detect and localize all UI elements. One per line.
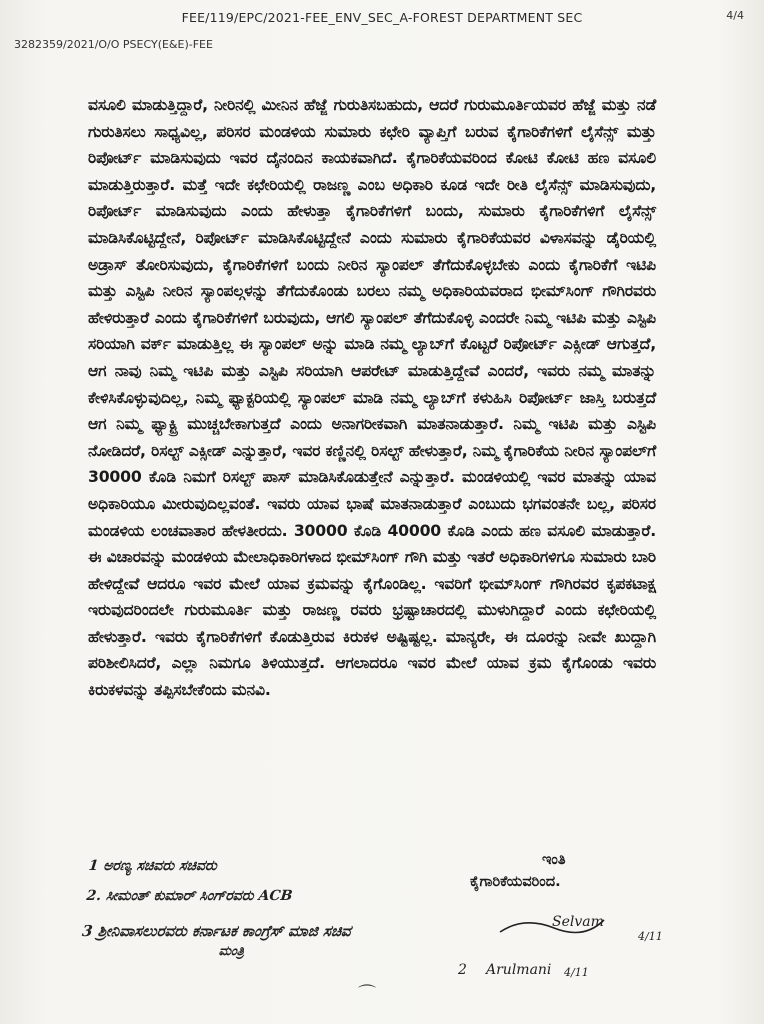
page-number: 4/4 bbox=[726, 9, 744, 22]
signature-1 bbox=[494, 906, 674, 946]
ink-mark-icon: ⌒ bbox=[358, 984, 376, 1005]
signoff-greeting: ಇಂತಿ bbox=[542, 852, 566, 868]
signature-2 bbox=[456, 954, 616, 988]
cc-item-3-continued: ಮಂತ್ರಿ bbox=[217, 944, 246, 959]
receipt-reference: 3282359/2021/O/O PSECY(E&E)-FEE bbox=[14, 38, 213, 51]
cc-item-3: 3 ಶ್ರೀನಿವಾಸಲುರವರು ಕರ್ನಾಟಕ ಕಾಂಗ್ರೆಸ್ ಮಾಜಿ ಸಚಿವ bbox=[81, 922, 352, 940]
signature-2-date: 4/11 bbox=[564, 966, 589, 979]
complaint-paragraph: ವಸೂಲಿ ಮಾಡುತ್ತಿದ್ದಾರೆ, ನೀರಿನಲ್ಲಿ ಮೀನಿನ ಹೆಜ್ಜೆ ಗುರುತಿಸಬಹುದು, ಆದರೆ ಗುರುಮೂರ್ತಿಯವರ ಹೆಜ್ಜೆ ಮತ್ತು ನಡೆ ಗುರುತಿಸಲು ಸಾಧ್ಯವಿಲ್ಲ, ಪರಿಸರ ಮಂಡಳಿಯ ಸುಮಾರು ಕಛೇರಿ ವ್ಯಾಪ್ತಿಗೆ ಬರುವ ಕೈಗಾರಿಕೆಗಳಿಗೆ ಲೈಸೆನ್ಸ್ ಮತ್ತು ರಿಪೋರ್ಟ್ ಮಾಡಿಸುವುದು ಇವರ ದೈನಂದಿನ ಕಾಯಕವಾಗಿದೆ. ಕೈಗಾರಿಕೆಯವರಿಂದ ಕೋಟಿ ಕೋಟಿ ಹಣ ವಸೂಲಿ ಮಾಡುತ್ತಿರುತ್ತಾರೆ. ಮತ್ತೆ ಇದೇ ಕಛೇರಿಯಲ್ಲಿ ರಾಜಣ್ಣ ಎಂಬ ಅಧಿಕಾರಿ ಕೂಡ ಇದೇ ರೀತಿ ಲೈಸೆನ್ಸ್ ಮಾಡಿಸುವುದು, ರಿಪೋರ್ಟ್ ಮಾಡಿಸುವುದು ಎಂದು ಹೇಳುತ್ತಾ ಕೈಗಾರಿಕೆಗಳಿಗೆ ಬಂದು, ಸುಮಾರು ಕೈಗಾರಿಕೆಗಳಿಗೆ ಲೈಸೆನ್ಸ್ ಮಾಡಿಸಿಕೊಟ್ಟಿದ್ದೇನೆ, ರಿಪೋರ್ಟ್ ಮಾಡಿಸಿಕೊಟ್ಟಿದ್ದೇನೆ ಎಂದು ಸುಮಾರು ಕೈಗಾರಿಕೆಯವರ ವಿಳಾಸವನ್ನು ಡೈರಿಯಲ್ಲಿ ಅಡ್ರಾಸ್ ತೋರಿಸುವುದು, ಕೈಗಾರಿಕೆಗಳಿಗೆ ಬಂದು ನೀರಿನ ಸ್ಯಾಂಪಲ್ ತೆಗೆದುಕೊಳ್ಳಬೇಕು ಎಂದು ಕೈಗಾರಿಕೆಗೆ ಇಟಿಪಿ ಮತ್ತು ಎಸ್ಟಿಪಿ ನೀರಿನ ಸ್ಯಾಂಪಲ್ಗಳನ್ನು ತೆಗೆದುಕೊಂಡು ಬರಲು ನಮ್ಮ ಅಧಿಕಾರಿಯವರಾದ ಭೀಮ್‌ಸಿಂಗ್ ಗೌಗಿರವರು ಹೇಳಿರುತ್ತಾರೆ ಎಂದು ಕೈಗಾರಿಕೆಗಳಿಗೆ ಬರುವುದು, ಆಗಲಿ ಸ್ಯಾಂಪಲ್ ತೆಗೆದುಕೊಳ್ಳಿ ಎಂದರೇ ನಿಮ್ಮ ಇಟಿಪಿ ಮತ್ತು ಎಸ್ಟಿಪಿ ಸರಿಯಾಗಿ ವರ್ಕ್ ಮಾಡುತ್ತಿಲ್ಲ ಈ ಸ್ಯಾಂಪಲ್ ಅನ್ನು ಮಾಡಿ ನಮ್ಮ ಲ್ಯಾಬ್‌ಗೆ ಕೊಟ್ಟರೆ ರಿಪೋರ್ಟ್ ಎಕ್ಸೀಡ್ ಆಗುತ್ತದೆ, ಆಗ ನಾವು ನಿಮ್ಮ ಇಟಿಪಿ ಮತ್ತು ಎಸ್ಟಿಪಿ ಸರಿಯಾಗಿ ಆಪರೇಟ್ ಮಾಡುತ್ತಿದ್ದೇವೆ ಎಂದರೆ, ಇವರು ನಮ್ಮ ಮಾತನ್ನು ಕೇಳಿಸಿಕೊಳ್ಳುವುದಿಲ್ಲ, ನಿಮ್ಮ ಫ್ಯಾಕ್ಟರಿಯಲ್ಲಿ ಸ್ಯಾಂಪಲ್ ಮಾಡಿ ನಮ್ಮ ಲ್ಯಾಬ್‌ಗೆ ಕಳುಹಿಸಿ ರಿಪೋರ್ಟ್ ಜಾಸ್ತಿ ಬರುತ್ತದೆ ಆಗ ನಿಮ್ಮ ಫ್ಯಾಕ್ಟ್ರಿ ಮುಚ್ಚಬೇಕಾಗುತ್ತದೆ ಎಂದು ಅನಾಗರೀಕವಾಗಿ ಮಾತನಾಡುತ್ತಾರೆ. ನಿಮ್ಮ ಇಟಿಪಿ ಮತ್ತು ಎಸ್ಟಿಪಿ ನೋಡಿದರೆ, ರಿಸಲ್ಟ್ ಎಕ್ಸೀಡ್ ಎನ್ನುತ್ತಾರೆ, ಇವರ ಕಣ್ಣಿನಲ್ಲಿ ರಿಸಲ್ಟ್ ಹೇಳುತ್ತಾರೆ, ನಿಮ್ಮ ಕೈಗಾರಿಕೆಯ ನೀರಿನ ಸ್ಯಾಂಪಲ್‌ಗೆ 30000 ಕೊಡಿ ನಿಮಗೆ ರಿಸಲ್ಟ್ ಪಾಸ್ ಮಾಡಿಸಿಕೊಡುತ್ತೇನೆ ಎನ್ನುತ್ತಾರೆ. ಮಂಡಳಿಯಲ್ಲಿ ಇವರ ಮಾತನ್ನು ಯಾವ ಅಧಿಕಾರಿಯೂ ಮೀರುವುದಿಲ್ಲವಂತೆ. ಇವರು ಯಾವ ಭಾಷೆ ಮಾತನಾಡುತ್ತಾರೆ ಎಂಬುದು ಭಗವಂತನೇ ಬಲ್ಲ, ಪರಿಸರ ಮಂಡಳಿಯ ಲಂಚವಾತಾರ ಹೇಳತೀರದು. 30000 ಕೊಡಿ 40000 ಕೊಡಿ ಎಂದು ಹಣ ವಸೂಲಿ ಮಾಡುತ್ತಾರೆ. ಈ ವಿಚಾರವನ್ನು ಮಂಡಳಿಯ ಮೇಲಾಧಿಕಾರಿಗಳಾದ ಭೀಮ್‌ಸಿಂಗ್ ಗೌಗಿ ಮತ್ತು ಇತರೆ ಅಧಿಕಾರಿಗಳಿಗೂ ಸುಮಾರು ಬಾರಿ ಹೇಳಿದ್ದೇವೆ ಆದರೂ ಇವರ ಮೇಲೆ ಯಾವ ಕ್ರಮವನ್ನು ಕೈಗೊಂಡಿಲ್ಲ. ಇವರಿಗೆ ಭೀಮ್‌ಸಿಂಗ್ ಗೌಗಿರವರ ಕೃಪಕಟಾಕ್ಷ ಇರುವುದರಿಂದಲೇ ಗುರುಮೂರ್ತಿ ಮತ್ತು ರಾಜಣ್ಣ ರವರು ಭ್ರಷ್ಟಾಚಾರದಲ್ಲಿ ಮುಳುಗಿದ್ದಾರೆ ಎಂದು ಕಛೇರಿಯಲ್ಲಿ ಹೇಳುತ್ತಾರೆ. ಇವರು ಕೈಗಾರಿಕೆಗಳಿಗೆ ಕೊಡುತ್ತಿರುವ ಕಿರುಕಳ ಅಷ್ಟಿಷ್ಟಲ್ಲ. ಮಾನ್ಯರೇ, ಈ ದೂರನ್ನು ನೀವೇ ಖುದ್ದಾಗಿ ಪರಿಶೀಲಿಸಿದರೆ, ಎಲ್ಲಾ ನಿಮಗೂ ತಿಳಿಯುತ್ತದೆ. ಆಗಲಾದರೂ ಇವರ ಮೇಲೆ ಯಾವ ಕ್ರಮ ಕೈಗೊಂಡು ಇವರು ಕಿರುಕಳವನ್ನು ತಪ್ಪಿಸಬೇಕೆಂದು ಮನವಿ. bbox=[88, 95, 656, 700]
signature-2-name: Arulmani bbox=[486, 962, 552, 978]
signature-1-date: 4/11 bbox=[638, 930, 663, 943]
complaint-body bbox=[88, 92, 656, 704]
signoff-sender: ಕೈಗಾರಿಕೆಯವರಿಂದ. bbox=[470, 874, 561, 890]
cc-item-2: 2. ಸೀಮಂತ್ ಕುಮಾರ್ ಸಿಂಗ್‌ರವರು ACB bbox=[85, 888, 294, 904]
signature-1-name: Selvam bbox=[552, 914, 604, 930]
signoff-block bbox=[470, 852, 670, 890]
cc-item-1: 1 ಅರಣ್ಯ ಸಚಿವರು ಸಚಿವರು bbox=[87, 858, 218, 874]
signature-2-number: 2 bbox=[458, 962, 467, 978]
file-reference-header: FEE/119/EPC/2021-FEE_ENV_SEC_A-FOREST DEPARTMENT SEC bbox=[181, 10, 583, 25]
